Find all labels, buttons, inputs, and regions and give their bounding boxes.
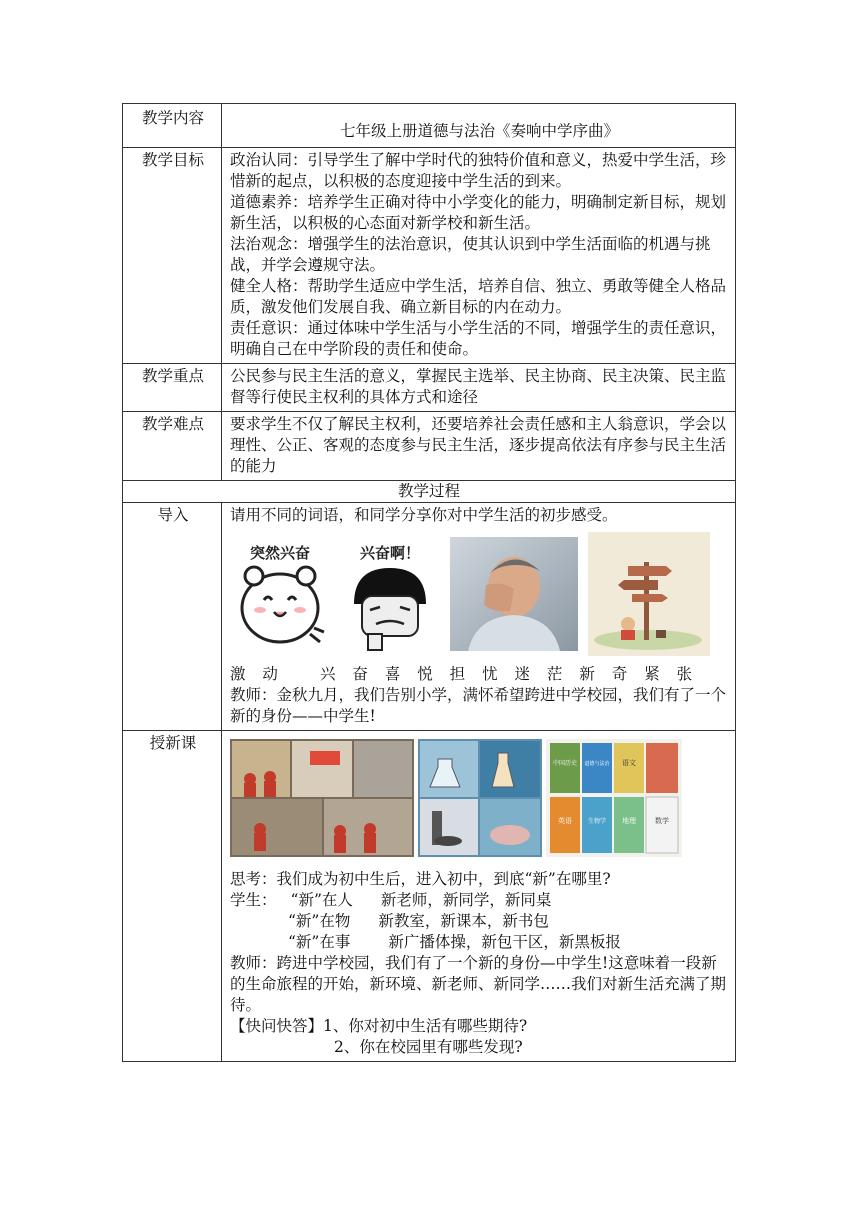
excited-boy-sticker [340, 534, 440, 654]
student-label: 学生： [230, 891, 277, 909]
label-difficulties: 教学难点 [123, 412, 222, 481]
quick-qa-label: 【快问快答】 [230, 1017, 324, 1035]
new-in-things: “新”在物 [288, 912, 351, 930]
label-content: 教学内容 [123, 104, 222, 148]
lesson-plan-table [122, 103, 736, 1062]
goals-cell [222, 148, 736, 364]
science-lab-photo [418, 739, 542, 857]
book-label-math: 数学 [655, 817, 669, 825]
confused-signpost-picture [588, 532, 710, 656]
new-in-things-detail: 新教室，新课本，新书包 [378, 912, 549, 930]
quick-qa-line-1 [230, 1016, 729, 1037]
quick-question-1: 1、你对初中生活有哪些期待? [323, 1017, 528, 1035]
worried-man-photo [450, 537, 578, 651]
book-label-english: 英语 [558, 817, 572, 825]
label-goals: 教学目标 [123, 148, 222, 364]
feeling-images [230, 532, 729, 656]
excited-bear-sticker [230, 534, 330, 654]
student-line-2 [230, 911, 729, 932]
difficulties-text: 要求学生不仅了解民主权利，还要培养社会责任感和主人翁意识，学会以理性、公正、客观的态度参与民主生活，逐步提高依法有序参与民主生活的能力 [222, 412, 736, 481]
process-header: 教学过程 [123, 481, 736, 503]
intro-prompt: 请用不同的词语，和同学分享你对中学生活的初步感受。 [230, 506, 618, 524]
goal-item: 责任意识：通过体味中学生活与小学生活的不同，增强学生的责任意识，明确自己在中学阶段的责任和使命。 [230, 319, 727, 358]
student-line-1 [230, 890, 729, 911]
label-key-points: 教学重点 [123, 364, 222, 412]
new-in-events-detail: 新广播体操，新包干区，新黑板报 [388, 933, 621, 951]
book-label-biology: 生物学 [587, 818, 607, 825]
new-lesson-cell [222, 731, 736, 1062]
goal-item: 法治观念：增强学生的法治意识，使其认识到中学生活面临的机遇与挑战，并学会遵规守法。 [230, 235, 711, 274]
intro-cell [222, 503, 736, 731]
content-title: 七年级上册道德与法治《奏响中学序曲》 [222, 104, 736, 148]
new-lesson-teacher: 教师：跨进中学校园，我们有了一个新的身份—中学生!这意味着一段新的生命旅程的开始，新环境、新老师、新同学……我们对新生活充满了期待。 [230, 954, 727, 1014]
feeling-words-rest: 兴 奋 喜 悦 担 忧 迷 茫 新 奇 紧 张 [319, 665, 699, 683]
quick-qa-line-2 [230, 1037, 729, 1058]
goal-item: 道德素养：培养学生正确对待中小学变化的能力，明确制定新目标，规划新生活，以积极的心态面对新学校和新生活。 [230, 193, 727, 232]
textbooks-photo [546, 739, 682, 857]
goal-item: 政治认同：引导学生了解中学时代的独特价值和意义，热爱中学生活，珍惜新的起点，以积极的态度迎接中学生活的到来。 [230, 151, 727, 190]
new-in-people: “新”在人 [290, 891, 353, 909]
new-in-events: “新”在事 [288, 933, 351, 951]
book-label-morality: 道德与法治 [584, 761, 610, 767]
think-question: 思考：我们成为初中生后，进入初中，到底“新”在哪里? [230, 870, 611, 888]
sticker2-caption: 兴奋啊！ [359, 544, 421, 562]
book-label-history: 中国历史 [552, 760, 578, 767]
school-photo-collage [230, 739, 729, 859]
book-label-geography: 地理 [622, 817, 636, 825]
feeling-words [230, 664, 729, 685]
label-new-lesson: 授新课 [123, 731, 222, 1062]
feeling-word-first: 激 动 [230, 665, 284, 683]
quick-question-2: 2、你在校园里有哪些发现? [334, 1038, 523, 1056]
student-line-3 [230, 932, 729, 953]
label-intro: 导入 [123, 503, 222, 731]
sticker1-caption: 突然兴奋 [249, 544, 311, 562]
intro-teacher: 教师：金秋九月，我们告别小学，满怀希望跨进中学校园，我们有了一个新的身份——中学生! [230, 686, 727, 725]
new-in-people-detail: 新老师，新同学，新同桌 [380, 891, 552, 909]
book-label-chinese: 语文 [622, 759, 636, 767]
key-points-text: 公民参与民主生活的意义，掌握民主选举、民主协商、民主决策、民主监督等行使民主权利的具体方式和途径 [222, 364, 736, 412]
goal-item: 健全人格：帮助学生适应中学生活，培养自信、独立、勇敢等健全人格品质，激发他们发展自我、确立新目标的内在动力。 [230, 277, 727, 316]
classroom-activities-photo [230, 739, 414, 857]
